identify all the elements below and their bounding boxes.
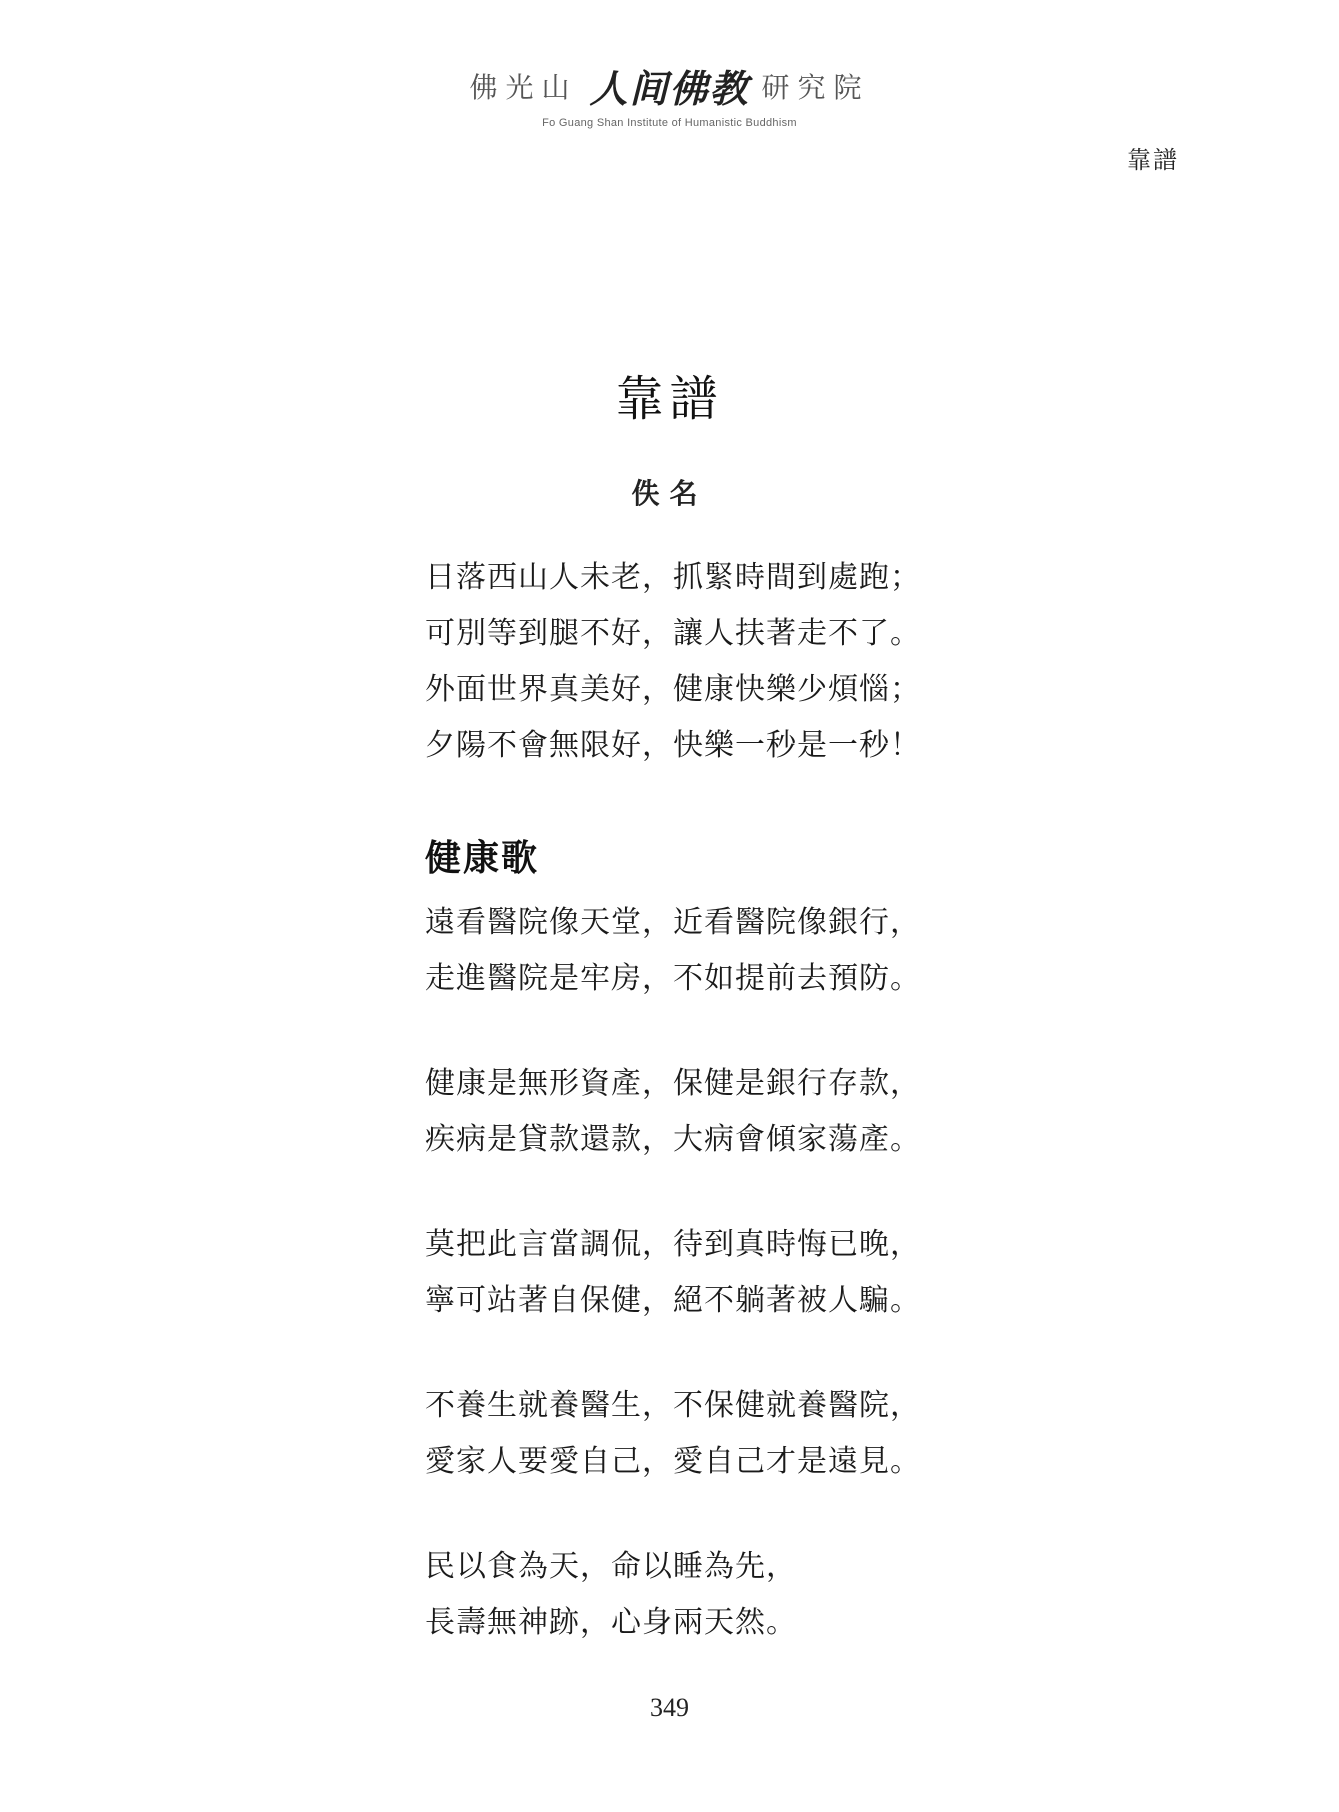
poem-line: 夕陽不會無限好，快樂一秒是一秒！	[425, 728, 921, 763]
institute-logo	[469, 58, 869, 113]
poem-line: 民以食為天，命以睡為先，	[425, 1549, 797, 1584]
section-title: 健康歌	[425, 838, 540, 879]
poem2-stanza-2	[425, 1056, 921, 1168]
poem-line: 健康是無形資產，保健是銀行存款，	[425, 1066, 921, 1101]
page-number: 349	[650, 1693, 689, 1722]
brand-left: 佛光山	[469, 70, 578, 104]
poem1-stanza	[425, 550, 921, 774]
poem-line: 長壽無神跡，心身兩天然。	[425, 1605, 797, 1640]
poem-line: 外面世界真美好，健康快樂少煩惱；	[425, 672, 921, 707]
poem-line: 不養生就養醫生，不保健就養醫院，	[425, 1388, 921, 1423]
institute-header	[0, 58, 1339, 129]
poem2-stanza-1	[425, 895, 921, 1007]
running-head: 靠譜	[1127, 146, 1179, 174]
brand-calligraphy: 人间佛教	[589, 66, 750, 111]
poem-line: 可別等到腿不好，讓人扶著走不了。	[425, 616, 921, 651]
brand-english: Fo Guang Shan Institute of Humanistic Buddhism	[542, 117, 797, 129]
poem-line: 寧可站著自保健，絕不躺著被人騙。	[425, 1283, 921, 1318]
brand-right: 研究院	[761, 70, 870, 104]
poem-line: 莫把此言當調侃，待到真時悔已晚，	[425, 1227, 921, 1262]
poem-title: 靠譜	[615, 371, 724, 427]
poem2-stanza-5	[425, 1539, 797, 1651]
poem-line: 疾病是貸款還款，大病會傾家蕩產。	[425, 1122, 921, 1157]
poem2-stanza-4	[425, 1378, 921, 1490]
poem-author: 佚名	[631, 477, 708, 510]
poem-line: 愛家人要愛自己，愛自己才是遠見。	[425, 1444, 921, 1479]
poem-line: 遠看醫院像天堂，近看醫院像銀行，	[425, 905, 921, 940]
poem-line: 走進醫院是牢房，不如提前去預防。	[425, 961, 921, 996]
poem-line: 日落西山人未老，抓緊時間到處跑；	[425, 560, 921, 595]
poem2-stanza-3	[425, 1217, 921, 1329]
